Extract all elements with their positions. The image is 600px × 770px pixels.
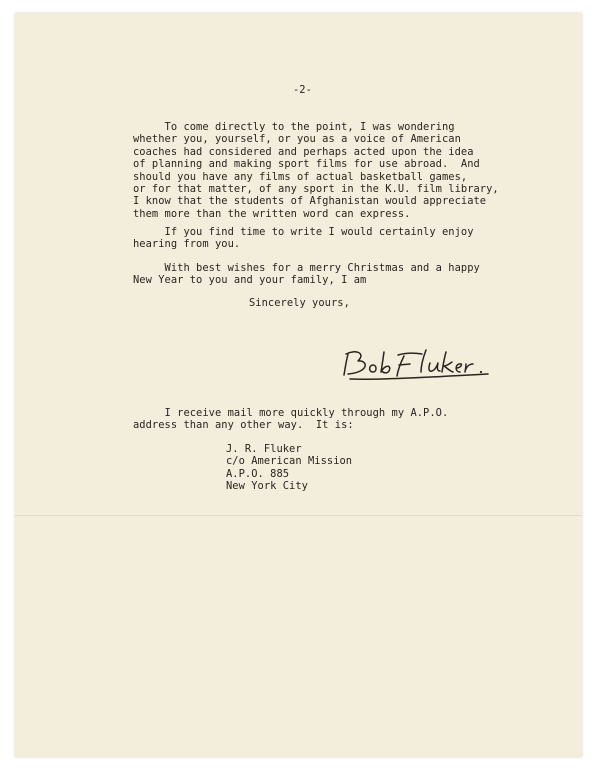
address-line: c/o American Mission xyxy=(226,455,353,468)
paragraph-3 xyxy=(133,262,553,288)
paragraph-line: hearing from you. xyxy=(133,238,241,251)
paragraph-line: of planning and making sport films for use abroad. And xyxy=(133,158,480,171)
closing: Sincerely yours, xyxy=(249,297,350,309)
address-line: New York City xyxy=(226,480,308,493)
postscript-line: I receive mail more quickly through my A.P.O. xyxy=(133,407,449,419)
address-line: J. R. Fluker xyxy=(226,443,302,455)
paragraph-line: New Year to you and your family, I am xyxy=(133,274,367,287)
paragraph-line: I know that the students of Afghanistan would appreciate xyxy=(133,195,487,208)
paragraph-line: should you have any films of actual basketball games, xyxy=(133,170,468,183)
paragraph-line: If you find time to write I would certainly enjoy xyxy=(133,226,474,238)
page-number: -2- xyxy=(293,84,312,96)
paragraph-line: them more than the written word can express. xyxy=(133,207,411,220)
paper-fold-line xyxy=(15,515,582,516)
address-block xyxy=(226,443,426,495)
postscript-line: address than any other way. It is: xyxy=(133,419,354,432)
paragraph-line: With best wishes for a merry Christmas and a happy xyxy=(133,262,480,274)
address-line: A.P.O. 885 xyxy=(226,467,290,480)
paragraph-2 xyxy=(133,226,553,252)
handwritten-signature xyxy=(342,344,507,386)
paragraph-line: or for that matter, of any sport in the K.U. film library, xyxy=(133,183,499,195)
paragraph-line: coaches had considered and perhaps acted upon the idea xyxy=(133,145,474,158)
paragraph-1 xyxy=(133,121,553,221)
paragraph-line: To come directly to the point, I was wondering xyxy=(133,121,455,133)
postscript xyxy=(133,407,553,433)
paragraph-line: whether you, yourself, or you as a voice of American xyxy=(133,133,461,146)
